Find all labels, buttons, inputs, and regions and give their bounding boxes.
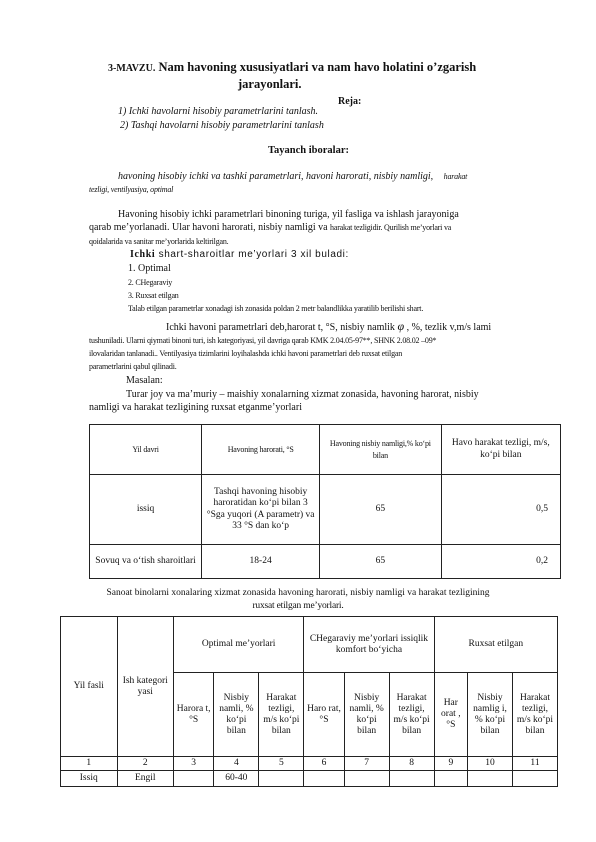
header-season: Yil davri <box>90 425 202 475</box>
column-number: 8 <box>389 757 434 771</box>
table-cell <box>434 771 467 787</box>
column-number: 2 <box>117 757 174 771</box>
table2-caption-line-1: Sanoat binolarni xonalaring xizmat zonasida havoning harorati, nisbiy namligi va harakat tezligining <box>106 588 490 598</box>
paragraph-2: Ichki shart-sharoitlar me’yorlari 3 xil buladi: <box>130 249 349 260</box>
table-cell: issiq <box>90 475 202 545</box>
subheader-cell: Harakat tezligi, m/s ko‘pi bilan <box>259 673 304 757</box>
header-limit-group: CHegaraviy me’yorlari issiqlik komfort bo‘yicha <box>304 617 434 673</box>
table-cell <box>174 771 214 787</box>
paragraph-5-line-2: namligi va harakat tezligining ruxsat etganme’yorlari <box>89 402 302 413</box>
norm-list-item-3: 3. Ruxsat etilgan <box>128 291 179 300</box>
industrial-norms-table <box>60 616 558 787</box>
header-allowed-group: Ruxsat etilgan <box>434 617 557 673</box>
header-season: Yil fasli <box>61 617 118 757</box>
table-cell: 18-24 <box>202 545 320 579</box>
header-optimal-group: Optimal me’yorlari <box>174 617 304 673</box>
header-temperature: Havoning harorati, °S <box>202 425 320 475</box>
column-number: 10 <box>468 757 513 771</box>
residential-norms-table <box>89 424 561 579</box>
header-humidity: Havoning nisbiy namligi,% ko‘pi bilan <box>320 425 441 475</box>
table-cell <box>344 771 389 787</box>
plan-item-1: 1) Ichki havolarni hisobiy parametrlarini tanlash. <box>118 106 318 117</box>
paragraph-4-line-1: Ichki havoni parametrlari deb,harorat t, °S, nisbiy namlik φ , %, tezlik v,m/s lami <box>166 319 492 333</box>
plan-item-2: 2) Tashqi havolarni hisobiy parametrlarini tanlash <box>120 120 324 131</box>
table-row <box>90 475 561 545</box>
table-cell <box>389 771 434 787</box>
table-row <box>90 545 561 579</box>
table-row <box>61 771 558 787</box>
column-number: 6 <box>304 757 344 771</box>
paragraph-1-line-2: qarab me’yorlanadi. Ular havoni harorati, nisbiy namligi va harakat tezligidir. Qurilish me’yorlari va <box>89 222 452 233</box>
subheader-cell: Nisbiy namlig i, % ko‘pi bilan <box>468 673 513 757</box>
table-header-row <box>61 617 558 673</box>
column-number-row <box>61 757 558 771</box>
paragraph-3: Talab etilgan parametrlar xonadagi ish zonasida poldan 2 metr balandlikka yaratilib berilishi shart. <box>128 304 424 313</box>
norm-list-item-1: 1. Optimal <box>128 263 171 274</box>
paragraph-1-line-3: qoidalarida va sanitar me’yorlarida keltirilgan. <box>89 237 229 246</box>
table-cell <box>513 771 558 787</box>
table2-caption-line-2: ruxsat etilgan me’yorlari. <box>252 601 344 611</box>
paragraph-4-line-4: parametrlarini qabul qilinadi. <box>89 362 177 371</box>
table-cell: Issiq <box>61 771 118 787</box>
paragraph-5-line-1: Turar joy va ma’muriy – maishiy xonalarning xizmat zonasida, havoning harorat, nisbiy <box>126 389 479 400</box>
table-cell <box>468 771 513 787</box>
table-cell: 60-40 <box>214 771 259 787</box>
norm-list-item-2: 2. CHegaraviy <box>128 278 173 287</box>
table-cell: 65 <box>320 545 441 579</box>
title-line-1: Nam havoning xususiyatlari va nam havo holatini o’zgarish <box>158 60 477 74</box>
page-title <box>108 60 476 75</box>
keywords-line-2: tezligi, ventilyasiya, optimal <box>89 185 174 194</box>
subheader-cell: Har orat , °S <box>434 673 467 757</box>
keywords-line-1: havoning hisobiy ichki va tashki parametrlari, havoni harorati, nisbiy namligi, harakat <box>118 171 468 182</box>
column-number: 11 <box>513 757 558 771</box>
subheader-cell: Harora t, °S <box>174 673 214 757</box>
subheader-cell: Harakat tezligi, m/s ko‘pi bilan <box>389 673 434 757</box>
table-cell: Engil <box>117 771 174 787</box>
topic-number: 3-MAVZU. <box>108 63 156 74</box>
plan-label: Reja: <box>338 96 362 107</box>
column-number: 4 <box>214 757 259 771</box>
column-number: 9 <box>434 757 467 771</box>
paragraph-4-line-2: tushuniladi. Ularni qiymati binoni turi, ish kategoriyasi, yil davriga qarab KMK 2.04.05-97**, SHNK 2.08.02 –09* <box>89 336 437 345</box>
example-label: Masalan: <box>126 375 163 386</box>
header-air-velocity: Havo harakat tezligi, m/s, ko‘pi bilan <box>441 425 560 475</box>
table-cell: 0,5 <box>441 475 560 545</box>
paragraph-1-line-1: Havoning hisobiy ichki parametrlari binoning turiga, yil fasliga va ishlash jarayoniga <box>118 209 459 220</box>
table-cell: Sovuq va o‘tish sharoitlari <box>90 545 202 579</box>
table-cell <box>304 771 344 787</box>
subheader-cell: Haro rat, °S <box>304 673 344 757</box>
subheader-cell: Harakat tezligi, m/s ko‘pi bilan <box>513 673 558 757</box>
paragraph-4-line-3: ilovalaridan tanlanadi.. Ventilyasiya tizimlarini loyihalashda ichki havoni parametrlari deb ruxsat etilgan <box>89 349 403 358</box>
column-number: 3 <box>174 757 214 771</box>
header-work-category: Ish kategori yasi <box>117 617 174 757</box>
table-cell <box>259 771 304 787</box>
subheader-cell: Nisbiy namli, % ko‘pi bilan <box>214 673 259 757</box>
table-cell: 65 <box>320 475 441 545</box>
phi-symbol-icon: φ <box>397 319 405 333</box>
column-number: 7 <box>344 757 389 771</box>
column-number: 1 <box>61 757 118 771</box>
keywords-heading: Tayanch iboralar: <box>268 145 349 156</box>
subheader-cell: Nisbiy namli, % ko‘pi bilan <box>344 673 389 757</box>
title-line-2: jarayonlari. <box>238 77 302 91</box>
table-cell: 0,2 <box>441 545 560 579</box>
table-header-row <box>90 425 561 475</box>
column-number: 5 <box>259 757 304 771</box>
table-cell: Tashqi havoning hisobiy haroratidan ko‘pi bilan 3 °Sga yuqori (A parametr) va 33 °S dan ko‘p <box>202 475 320 545</box>
